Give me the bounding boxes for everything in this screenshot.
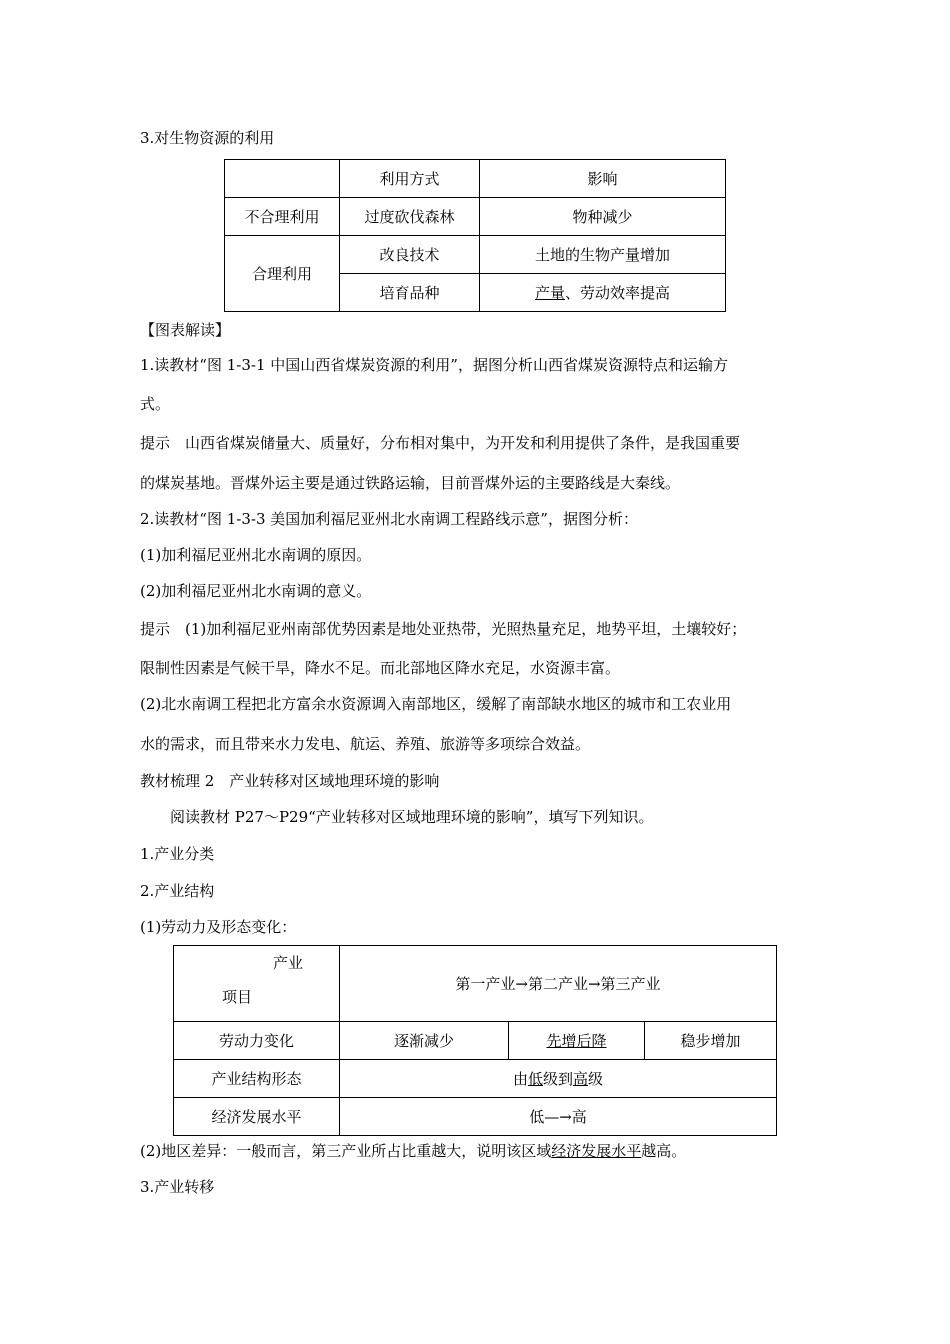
industry-structure-table <box>173 945 777 1136</box>
table-header-impact: 影响 <box>480 160 726 198</box>
answer-2-cont: 限制性因素是气候干旱，降水不足。而北部地区降水充足，水资源丰富。 <box>140 659 621 677</box>
chart-reading-heading: 【图表解读】 <box>140 321 231 339</box>
diag-header-bottom: 项目 <box>222 988 253 1006</box>
underlined-answer: 高 <box>573 1070 589 1088</box>
section-title-bio: 3.对生物资源的利用 <box>140 129 275 147</box>
question-2: 2.读教材“图 1-3-3 美国加利福尼亚州北水南调工程路线示意”，据图分析： <box>140 510 638 528</box>
answer-2-part2-cont: 水的需求，而且带来水力发电、航运、养殖、旅游等多项综合效益。 <box>140 735 591 753</box>
question-1: 1.读教材“图 1-3-1 中国山西省煤炭资源的利用”，据图分析山西省煤炭资源特点和运输方 <box>140 356 728 374</box>
text: 、劳动效率提高 <box>565 284 671 302</box>
row-label: 劳动力变化 <box>174 1022 340 1060</box>
table-header-empty <box>225 160 340 198</box>
table-cell <box>480 274 726 312</box>
table-cell: 逐渐减少 <box>340 1022 509 1060</box>
table-cell <box>340 1060 777 1098</box>
table-cell: 不合理利用 <box>225 198 340 236</box>
answer-2-part2: (2)北水南调工程把北方富余水资源调入南部地区，缓解了南部缺水地区的城市和工农业用 <box>140 695 732 713</box>
table-cell: 改良技术 <box>340 236 480 274</box>
item-1: 1.产业分类 <box>140 845 215 863</box>
table-cell <box>509 1022 645 1060</box>
section-heading-2: 教材梳理 2 产业转移对区域地理环境的影响 <box>140 772 440 790</box>
question-2-1: (1)加利福尼亚州北水南调的原因。 <box>140 546 372 564</box>
text: 由 <box>512 1070 528 1088</box>
text: 级到 <box>542 1070 573 1088</box>
industry-sequence: 第一产业→第二产业→第三产业 <box>340 946 777 1022</box>
table-cell: 土地的生物产量增加 <box>480 236 726 274</box>
item-3: 3.产业转移 <box>140 1178 215 1196</box>
table-header-method: 利用方式 <box>340 160 480 198</box>
answer-1-cont: 的煤炭基地。晋煤外运主要是通过铁路运输，目前晋煤外运的主要路线是大秦线。 <box>140 474 681 492</box>
bio-resource-table <box>224 159 726 312</box>
table-cell: 培育品种 <box>340 274 480 312</box>
underlined-answer: 产量 <box>534 284 565 302</box>
diagonal-header-cell <box>174 946 340 1022</box>
table-cell: 稳步增加 <box>645 1022 777 1060</box>
intro-text: 阅读教材 P27～P29“产业转移对区域地理环境的影响”，填写下列知识。 <box>170 808 654 826</box>
question-1-cont: 式。 <box>140 395 171 413</box>
table-cell: 物种减少 <box>480 198 726 236</box>
text: 级 <box>588 1070 604 1088</box>
item-2: 2.产业结构 <box>140 882 215 900</box>
item-2-2 <box>140 1140 686 1161</box>
underlined-answer: 先增后降 <box>546 1032 607 1050</box>
question-2-2: (2)加利福尼亚州北水南调的意义。 <box>140 582 372 600</box>
text: 越高。 <box>641 1142 687 1160</box>
answer-2: 提示 (1)加利福尼亚州南部优势因素是地处亚热带，光照热量充足，地势平坦，土壤较好； <box>140 620 747 638</box>
underlined-answer: 低 <box>527 1070 543 1088</box>
underlined-answer: 经济发展水平 <box>551 1142 642 1160</box>
answer-1: 提示 山西省煤炭储量大、质量好，分布相对集中，为开发和利用提供了条件，是我国重要 <box>140 434 741 452</box>
table-cell: 合理利用 <box>225 236 340 312</box>
row-label: 经济发展水平 <box>174 1098 340 1136</box>
item-2-1: (1)劳动力及形态变化： <box>140 918 297 936</box>
diag-header-top: 产业 <box>272 954 303 972</box>
row-label: 产业结构形态 <box>174 1060 340 1098</box>
text: (2)地区差异：一般而言，第三产业所占比重越大，说明该区域 <box>140 1142 552 1160</box>
table-cell: 过度砍伐森林 <box>340 198 480 236</box>
table-cell: 低—→高 <box>340 1098 777 1136</box>
